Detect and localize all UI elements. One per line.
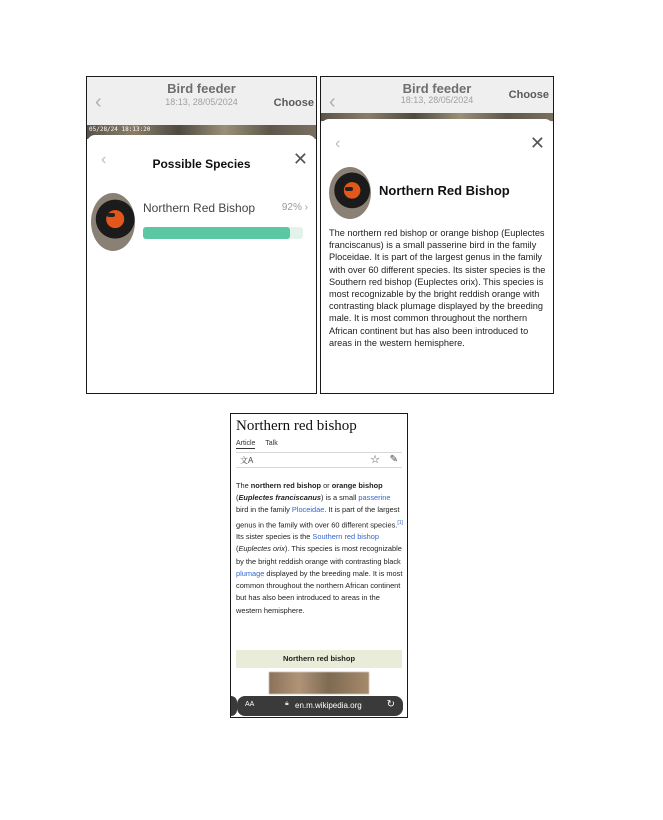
species-detail-sheet: [321, 119, 553, 393]
address-bar[interactable]: [237, 696, 403, 716]
species-description: The northern red bishop or orange bishop (Euplectes franciscanus) is a small passerine bird in the family Ploceidae. It is part of the largest genus in the family with over 60 different species. Its sister species is the Southern red bishop (Euplectes orix). This species is most recognizable by the bright reddish orange with contrasting black plumage displayed by the breeding male. It is most common throughout the northern African continent but has also been introduced to areas in the western hemisphere.: [329, 228, 546, 348]
sheet-back-icon[interactable]: ‹: [335, 135, 341, 152]
reload-icon[interactable]: ↻: [386, 699, 395, 710]
choose-button[interactable]: Choose: [508, 89, 549, 101]
bird-photo: [329, 167, 371, 219]
infobox-image: [269, 672, 369, 694]
sheet-title: Possible Species: [152, 157, 251, 171]
infobox-title: Northern red bishop: [236, 650, 402, 668]
text-size-button[interactable]: AA: [245, 701, 255, 708]
choose-button[interactable]: Choose: [273, 97, 314, 109]
app-subtitle: 18:13, 28/05/2024: [165, 97, 238, 107]
link-plumage[interactable]: plumage: [236, 568, 265, 578]
sheet-back-icon[interactable]: ‹: [101, 151, 107, 168]
back-chevron-icon[interactable]: ‹: [95, 91, 102, 113]
app-subtitle: 18:13, 28/05/2024: [400, 95, 474, 105]
translate-icon[interactable]: 文A: [240, 456, 254, 465]
app-title: Bird feeder: [402, 81, 472, 96]
confidence-bar: [143, 227, 303, 239]
wiki-tabs: [236, 440, 286, 447]
species-confidence[interactable]: 92% ›: [281, 202, 308, 213]
url-text[interactable]: en.m.wikipedia.org: [295, 701, 362, 710]
close-icon[interactable]: ✕: [292, 149, 308, 169]
possible-species-screen: [86, 76, 317, 394]
star-icon[interactable]: ☆: [370, 454, 380, 466]
close-icon[interactable]: ✕: [529, 133, 545, 153]
page-title: Northern red bishop: [236, 418, 357, 434]
bird-photo: [91, 193, 135, 251]
link-passerine[interactable]: passerine: [358, 493, 391, 503]
back-chevron-icon[interactable]: ‹: [329, 91, 336, 113]
link-southern-red-bishop[interactable]: Southern red bishop: [312, 532, 379, 542]
species-sheet: [87, 135, 316, 393]
lock-icon: 🔒︎: [285, 700, 289, 707]
app-title: Bird feeder: [167, 81, 236, 96]
wikipedia-screen: [230, 413, 408, 718]
tab-article[interactable]: Article: [236, 440, 256, 447]
app-header: [87, 77, 316, 129]
article-body: The northern red bishop or orange bishop (Euplectes franciscanus) is a small passerine bird in the family Ploceidae. It is part of the largest genus in the family with over 60 different species.[1] Its sister species is the Southern red bishop (Euplectes orix). This species is most recognizable by the bright reddish orange with contrasting black plumage displayed by the breeding male. It is most common throughout the northern African continent but has also been introduced to areas in the western hemisphere.: [236, 481, 403, 615]
reference-link[interactable]: [1]: [397, 519, 403, 526]
species-name[interactable]: Northern Red Bishop: [143, 201, 256, 215]
species-detail-screen: [320, 76, 554, 394]
link-ploceidae[interactable]: Ploceidae: [291, 505, 325, 515]
confidence-bar-fill: [143, 227, 290, 239]
species-title: Northern Red Bishop: [379, 183, 510, 198]
page-toolbar: [236, 452, 402, 468]
video-timestamp: 05/28/24 18:13:20: [89, 126, 151, 133]
pencil-icon[interactable]: ✎: [389, 454, 398, 465]
tab-talk[interactable]: Talk: [265, 440, 278, 447]
